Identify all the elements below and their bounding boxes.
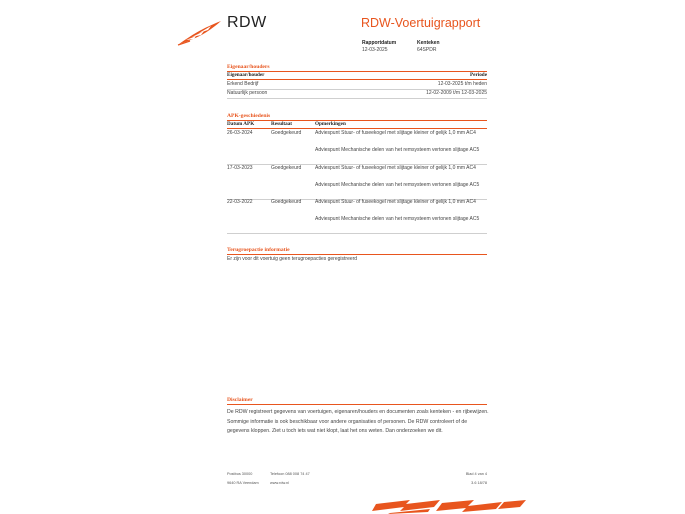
disclaimer-rule bbox=[227, 404, 487, 405]
logo-text: RDW bbox=[227, 14, 267, 31]
owners-section-title: Eigenaar/houders bbox=[227, 64, 270, 70]
footer-city: 9640 RA Veendam bbox=[227, 481, 259, 485]
apk-row-3-result: Goedgekeurd bbox=[271, 199, 302, 205]
owner-row-2-owner: Natuurlijk persoon bbox=[227, 90, 268, 96]
report-date-value: 12-03-2025 bbox=[362, 47, 388, 53]
plate-label: Kenteken bbox=[417, 40, 440, 46]
recall-text: Er zijn voor dit voertuig geen terugroepacties geregistreerd bbox=[227, 256, 358, 262]
footer-version: 3.6 18/78 bbox=[471, 481, 487, 485]
apk-title-rule bbox=[227, 120, 487, 121]
footer-arrows-graphic bbox=[370, 498, 530, 514]
apk-row-3-date: 22-03-2022 bbox=[227, 199, 253, 205]
apk-row-3-remark-1: Adviespunt Stuur- of fuseekogel met slijtage kleiner of gelijk 1,0 mm AC4 bbox=[315, 199, 476, 205]
report-title: RDW-Voertuigrapport bbox=[361, 16, 481, 30]
owners-col-period: Periode bbox=[470, 72, 487, 78]
apk-row-2-remark-2: Adviespunt Mechanische delen van het remsysteem vertonen slijtage AC5 bbox=[315, 182, 480, 188]
apk-row-3-remark-2: Adviespunt Mechanische delen van het remsysteem vertonen slijtage AC5 bbox=[315, 216, 480, 222]
footer-page-number: Blad 4 van 4 bbox=[465, 472, 487, 476]
apk-row-1-remark-1: Adviespunt Stuur- of fuseekogel met slijtage kleiner of gelijk 1,0 mm AC4 bbox=[315, 130, 476, 136]
apk-row-1-result: Goedgekeurd bbox=[271, 130, 302, 136]
rdw-logo-icon bbox=[176, 20, 224, 46]
footer-phone: Telefoon 088 008 74 47 bbox=[270, 472, 310, 476]
owner-row-divider bbox=[227, 98, 487, 99]
owner-row-2-period: 12-02-2009 t/m 12-03-2025 bbox=[426, 90, 487, 96]
apk-section-title: APK-geschiedenis bbox=[227, 113, 271, 119]
recall-section-title: Terugroepactie informatie bbox=[227, 247, 290, 253]
apk-col-result: Resultaat bbox=[271, 121, 293, 127]
apk-row-2-result: Goedgekeurd bbox=[271, 165, 302, 171]
apk-row-2-date: 17-03-2023 bbox=[227, 165, 253, 171]
owners-col-owner: Eigenaar/houder bbox=[227, 72, 265, 78]
apk-col-remarks: Opmerkingen bbox=[315, 121, 346, 127]
report-date-label: Rapportdatum bbox=[362, 40, 397, 46]
owner-row-1-owner: Erkend Bedrijf bbox=[227, 81, 259, 87]
apk-row-1-date: 26-03-2024 bbox=[227, 130, 253, 136]
footer-po-box: Postbus 30000 bbox=[227, 472, 253, 476]
disclaimer-text: De RDW registreert gegevens van voertuigen, eigenaren/houders en documenten zoals kenteken - en rijbewijzen. Sommige informatie is ook beschikbaar voor andere organisaties of personen. De RDW controleert of de gegevens kloppen. Ziet u toch iets wat niet klopt, laat het ons weten. Dan onderzoeken we dit. bbox=[227, 409, 489, 435]
apk-row-divider bbox=[227, 233, 487, 234]
owner-row-1-period: 12-03-2025 t/m heden bbox=[437, 81, 487, 87]
apk-row-1-remark-2: Adviespunt Mechanische delen van het remsysteem vertonen slijtage AC5 bbox=[315, 147, 480, 153]
footer-web[interactable]: www.rdw.nl bbox=[270, 481, 289, 485]
plate-value: 64SPDR bbox=[417, 47, 437, 53]
apk-row-2-remark-1: Adviespunt Stuur- of fuseekogel met slijtage kleiner of gelijk 1,0 mm AC4 bbox=[315, 165, 476, 171]
apk-col-date: Datum APK bbox=[227, 121, 255, 127]
disclaimer-title: Disclaimer bbox=[227, 397, 253, 403]
